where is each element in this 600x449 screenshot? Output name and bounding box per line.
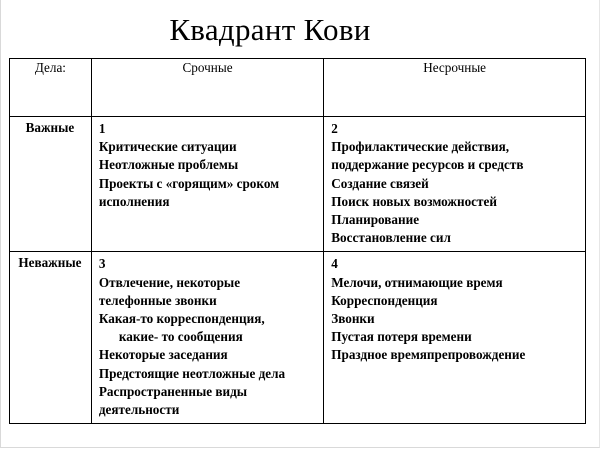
quadrant-number: 1 [98, 121, 106, 136]
quadrant-2 [324, 117, 586, 252]
quadrant-item: Планирование [331, 212, 420, 228]
quadrant-number: 4 [331, 256, 338, 272]
row-unimportant [10, 252, 586, 424]
quadrant-item: поддержание ресурсов и средств [331, 157, 524, 173]
header-row [10, 59, 586, 117]
row-important [10, 117, 586, 252]
quadrant-item: Распространенные виды [98, 383, 248, 399]
quadrant-item: Предстоящие неотложные дела [98, 365, 286, 381]
quadrant-item: Создание связей [331, 175, 429, 191]
quadrant-item: телефонные звонки [98, 292, 217, 308]
row-label-important: Важные [10, 117, 92, 252]
quadrant-item: Некоторые заседания [98, 347, 228, 363]
row-label-unimportant: Неважные [10, 252, 92, 424]
quadrant-item: какие- то сообщения [118, 329, 243, 345]
quadrant-1 [91, 117, 323, 252]
quadrant-item: Неотложные проблемы [98, 157, 239, 173]
quadrant-item: Отвлечение, некоторые [98, 274, 241, 290]
quadrant-item: Мелочи, отнимающие время [331, 274, 503, 290]
quadrant-item: исполнения [98, 193, 170, 209]
covey-quadrant-table [9, 58, 586, 424]
header-non-urgent-cell: Несрочные [324, 59, 586, 117]
quadrant-item: Праздное времяпрепровождение [331, 347, 526, 363]
quadrant-3 [91, 252, 323, 424]
quadrant-item: Проекты с «горящим» сроком [98, 175, 280, 191]
page-title: Квадрант Кови [169, 12, 371, 47]
header-urgent-cell: Срочные [91, 59, 323, 117]
quadrant-number: 2 [331, 121, 338, 136]
quadrant-number: 3 [98, 256, 106, 272]
quadrant-item: Критические ситуации [98, 139, 237, 155]
quadrant-item: Профилактические действия, [331, 139, 510, 155]
quadrant-item: Поиск новых возможностей [331, 193, 497, 209]
quadrant-item: Корреспонденция [331, 292, 438, 308]
quadrant-item: Пустая потеря времени [331, 329, 472, 345]
quadrant-4 [324, 252, 586, 424]
quadrant-item: Звонки [331, 311, 375, 327]
header-label-cell: Дела: [10, 59, 92, 117]
quadrant-item: Восстановление сил [331, 230, 451, 246]
quadrant-item: Какая-то корреспонденция, [98, 311, 265, 327]
quadrant-item: деятельности [98, 402, 180, 418]
